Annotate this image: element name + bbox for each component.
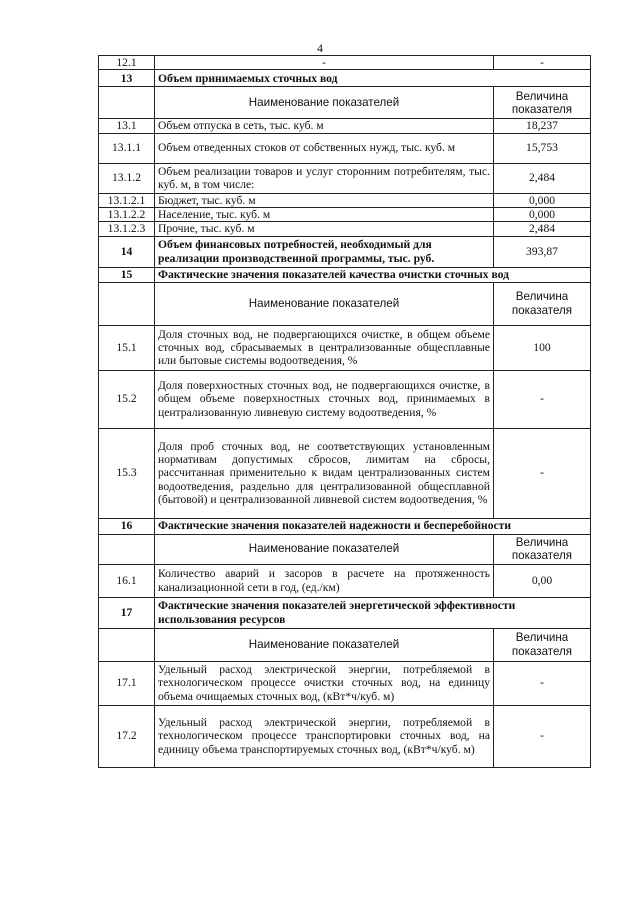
row-text: Удельный расход электрической энергии, потребляемой в технологическом процессе очистки сточных вод, на единицу объема очищаемых сточных вод, (кВт*ч/куб. м) <box>155 661 494 705</box>
empty-cell <box>99 628 155 661</box>
row-number: 16.1 <box>99 564 155 597</box>
table-row <box>99 207 591 221</box>
row-value: 0,00 <box>494 564 591 597</box>
section-title: Фактические значения показателей качества очистки сточных вод <box>155 267 591 282</box>
table-row <box>99 370 591 428</box>
header-value <box>494 282 591 325</box>
section-title: Объем финансовых потребностей, необходимый для реализации производственной программы, тыс. руб. <box>155 236 494 267</box>
row-text: Объем реализации товаров и услуг сторонним потребителям, тыс. куб. м, в том числе: <box>155 163 494 193</box>
row-value: - <box>494 56 591 70</box>
header-value <box>494 628 591 661</box>
table-row <box>99 133 591 163</box>
row-text: - <box>155 56 494 70</box>
section-number: 15 <box>99 267 155 282</box>
header-row <box>99 87 591 119</box>
section-row <box>99 597 591 628</box>
table-row <box>99 325 591 370</box>
row-value: - <box>494 428 591 518</box>
section-number: 16 <box>99 518 155 534</box>
section-title: Фактические значения показателей надежности и бесперебойности <box>155 518 591 534</box>
row-value: - <box>494 705 591 767</box>
row-number: 17.1 <box>99 661 155 705</box>
row-value: 0,000 <box>494 193 591 207</box>
row-value: - <box>494 370 591 428</box>
section-value: 393,87 <box>494 236 591 267</box>
section-title: Объем принимаемых сточных вод <box>155 70 591 87</box>
row-value: 18,237 <box>494 119 591 133</box>
header-value <box>494 534 591 564</box>
header-name: Наименование показателей <box>155 534 494 564</box>
row-value: 100 <box>494 325 591 370</box>
header-name: Наименование показателей <box>155 282 494 325</box>
row-text: Удельный расход электрической энергии, потребляемой в технологическом процессе транспортировки сточных вод, на единицу объема транспортируемых сточных вод, (кВт*ч/куб. м) <box>155 705 494 767</box>
table-row <box>99 56 591 70</box>
table-row <box>99 564 591 597</box>
header-value-line2: показателя <box>511 102 573 116</box>
table-row <box>99 163 591 193</box>
section-title: Фактические значения показателей энергетической эффективности использования ресурсов <box>155 597 591 628</box>
row-number: 15.2 <box>99 370 155 428</box>
header-row <box>99 282 591 325</box>
row-value: - <box>494 661 591 705</box>
section-row <box>99 236 591 267</box>
section-row <box>99 70 591 87</box>
header-value-line1: Величина <box>515 631 569 645</box>
table-row <box>99 705 591 767</box>
indicators-table <box>98 55 591 768</box>
table-row <box>99 428 591 518</box>
row-text: Доля поверхностных сточных вод, не подвергающихся очистке, в общем объеме поверхностных сточных вод, принимаемых в централизованную ливневую систему водоотведения, % <box>155 370 494 428</box>
row-text: Объем отведенных стоков от собственных нужд, тыс. куб. м <box>155 133 494 163</box>
row-number: 13.1.1 <box>99 133 155 163</box>
row-text: Объем отпуска в сеть, тыс. куб. м <box>155 119 494 133</box>
table-row <box>99 193 591 207</box>
row-number: 15.3 <box>99 428 155 518</box>
table-row <box>99 661 591 705</box>
header-value-line1: Величина <box>515 290 569 304</box>
row-text: Бюджет, тыс. куб. м <box>155 193 494 207</box>
header-row <box>99 534 591 564</box>
header-value-line1: Величина <box>515 535 569 549</box>
row-number: 15.1 <box>99 325 155 370</box>
header-value-line2: показателя <box>511 549 573 563</box>
row-text: Прочие, тыс. куб. м <box>155 222 494 236</box>
row-text: Количество аварий и засоров в расчете на протяженность канализационной сети в год, (ед./км) <box>155 564 494 597</box>
row-text: Доля проб сточных вод, не соответствующих установленным нормативам допустимых сбросов, лимитам на сбросы, рассчитанная применительно к видам централизованных систем водоотведения, раздельно для централизованной общесплавной (бытовой) и централизованной ливневой систем водоотведения, % <box>155 428 494 518</box>
header-name: Наименование показателей <box>155 628 494 661</box>
row-number: 13.1.2.3 <box>99 222 155 236</box>
empty-cell <box>99 282 155 325</box>
header-row <box>99 628 591 661</box>
header-value-line1: Величина <box>515 89 569 103</box>
row-number: 13.1.2 <box>99 163 155 193</box>
row-number: 13.1.2.2 <box>99 207 155 221</box>
row-number: 17.2 <box>99 705 155 767</box>
row-value: 15,753 <box>494 133 591 163</box>
section-number: 14 <box>99 236 155 267</box>
section-row <box>99 518 591 534</box>
table-row <box>99 119 591 133</box>
header-value <box>494 87 591 119</box>
row-value: 0,000 <box>494 207 591 221</box>
header-value-line2: показателя <box>511 644 573 658</box>
table-row <box>99 222 591 236</box>
row-value: 2,484 <box>494 222 591 236</box>
section-number: 13 <box>99 70 155 87</box>
row-number: 12.1 <box>99 56 155 70</box>
row-text: Население, тыс. куб. м <box>155 207 494 221</box>
row-value: 2,484 <box>494 163 591 193</box>
section-row <box>99 267 591 282</box>
row-number: 13.1.2.1 <box>99 193 155 207</box>
page-number: 4 <box>317 41 323 55</box>
empty-cell <box>99 87 155 119</box>
header-name: Наименование показателей <box>155 87 494 119</box>
row-text: Доля сточных вод, не подвергающихся очистке, в общем объеме сточных вод, сбрасываемых в централизованные общесплавные или бытовые системы водоотведения, % <box>155 325 494 370</box>
empty-cell <box>99 534 155 564</box>
section-number: 17 <box>99 597 155 628</box>
row-number: 13.1 <box>99 119 155 133</box>
header-value-line2: показателя <box>511 303 573 317</box>
